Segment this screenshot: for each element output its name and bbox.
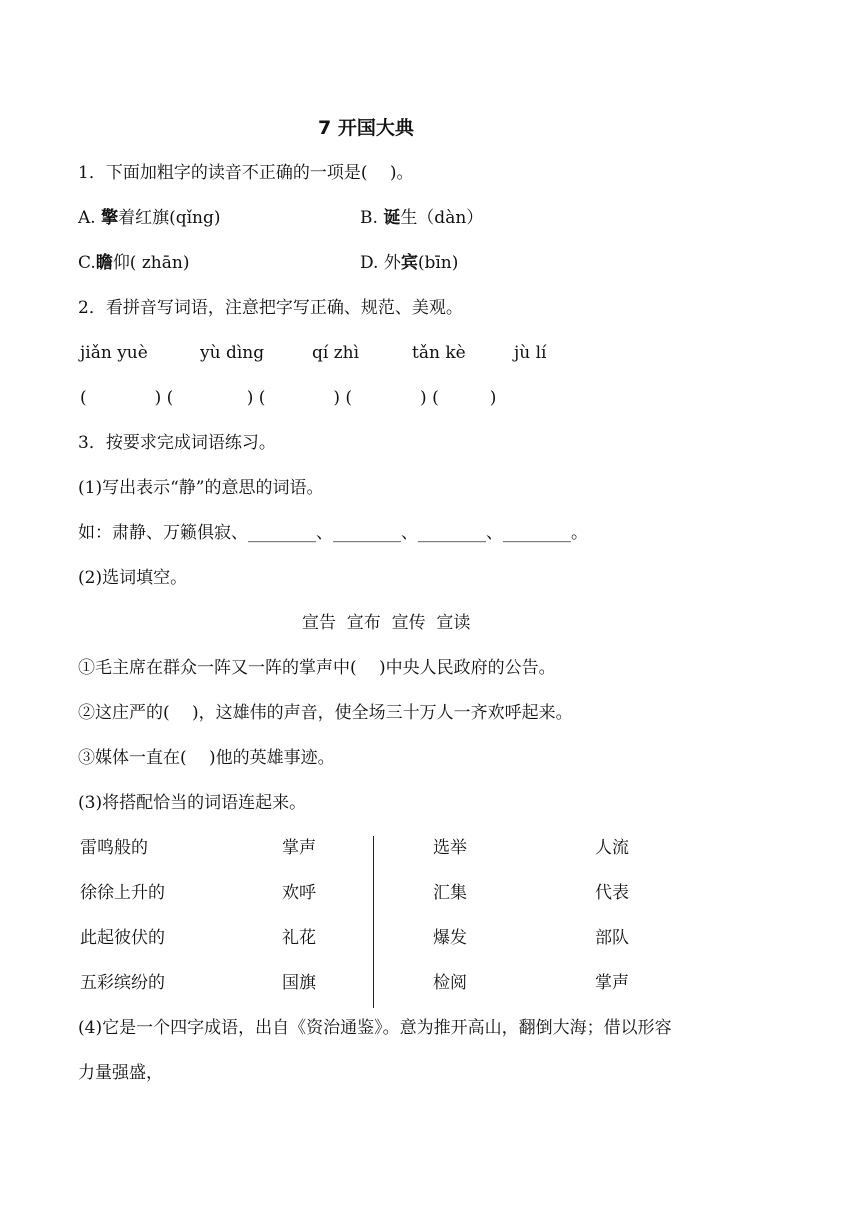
fill-item-3: ③媒体一直在( )他的英雄事迹。: [78, 748, 335, 768]
q3-part4-line2: 力量强盛，: [78, 1063, 163, 1083]
pinyin-2: yù dìng: [200, 343, 265, 363]
bold-char: 瞻: [95, 253, 113, 273]
option-label: B.: [360, 208, 378, 228]
option-text: 外: [383, 253, 401, 273]
q1-option-a: [78, 207, 221, 229]
q2-stem: 2．看拼音写词语，注意把字写正确、规范、美观。: [78, 298, 463, 318]
q1-option-d: [360, 252, 458, 274]
match-left-target: 欢呼: [282, 883, 316, 903]
q3-part1-stem: (1)写出表示“静”的意思的词语。: [78, 478, 324, 498]
q1-option-b: [360, 207, 483, 229]
option-text: 生（dàn）: [400, 208, 484, 228]
match-right-target: 掌声: [595, 973, 629, 993]
match-right-word: 汇集: [433, 883, 467, 903]
pinyin-5: jù lí: [514, 343, 547, 363]
fill-item-2: ②这庄严的( )，这雄伟的声音，使全场三十万人一齐欢呼起来。: [78, 703, 573, 723]
option-text: 仰( zhān): [112, 253, 190, 273]
column-divider: [373, 836, 374, 1008]
match-right-word: 爆发: [433, 928, 467, 948]
match-left-target: 掌声: [282, 838, 316, 858]
q3-stem: 3．按要求完成词语练习。: [78, 433, 276, 453]
match-left-target: 礼花: [282, 928, 316, 948]
option-text: 着红旗(qǐng): [118, 208, 221, 228]
option-label: C.: [78, 253, 96, 273]
match-left-word: 此起彼伏的: [80, 928, 165, 948]
match-right-word: 选举: [433, 838, 467, 858]
pinyin-1: jiǎn yuè: [80, 343, 148, 363]
bold-char: 诞: [383, 208, 401, 228]
match-left-target: 国旗: [282, 973, 316, 993]
q3-part3-stem: (3)将搭配恰当的词语连起来。: [78, 793, 307, 813]
option-label: D.: [360, 253, 379, 273]
match-left-word: 五彩缤纷的: [80, 973, 165, 993]
page-title: 7 开国大典: [318, 117, 414, 139]
option-label: A.: [78, 208, 96, 228]
pinyin-3: qí zhì: [312, 343, 360, 363]
q1-stem: 1．下面加粗字的读音不正确的一项是( )。: [78, 163, 414, 183]
match-left-word: 雷鸣般的: [80, 838, 148, 858]
bold-char: 宾: [400, 253, 418, 273]
pinyin-4: tǎn kè: [412, 343, 466, 363]
fill-item-1: ①毛主席在群众一阵又一阵的掌声中( )中央人民政府的公告。: [78, 658, 556, 678]
q1-option-c: [78, 252, 189, 274]
q3-part4-line1: (4)它是一个四字成语，出自《资治通鉴》。意为推开高山，翻倒大海；借以形容: [78, 1018, 672, 1038]
match-left-word: 徐徐上升的: [80, 883, 165, 903]
match-right-target: 人流: [595, 838, 629, 858]
pinyin-answer-blanks: ( ) ( ) ( ) ( ) ( ): [80, 388, 497, 408]
bold-char: 擎: [101, 208, 119, 228]
q3-part1-example: 如：肃静、万籁俱寂、________、________、________、________。: [78, 523, 588, 543]
option-text: (bīn): [417, 253, 459, 273]
q3-part2-stem: (2)选词填空。: [78, 568, 188, 588]
word-bank: 宣告 宣布 宣传 宣读: [302, 613, 471, 633]
match-right-target: 代表: [595, 883, 629, 903]
match-right-target: 部队: [595, 928, 629, 948]
match-right-word: 检阅: [433, 973, 467, 993]
